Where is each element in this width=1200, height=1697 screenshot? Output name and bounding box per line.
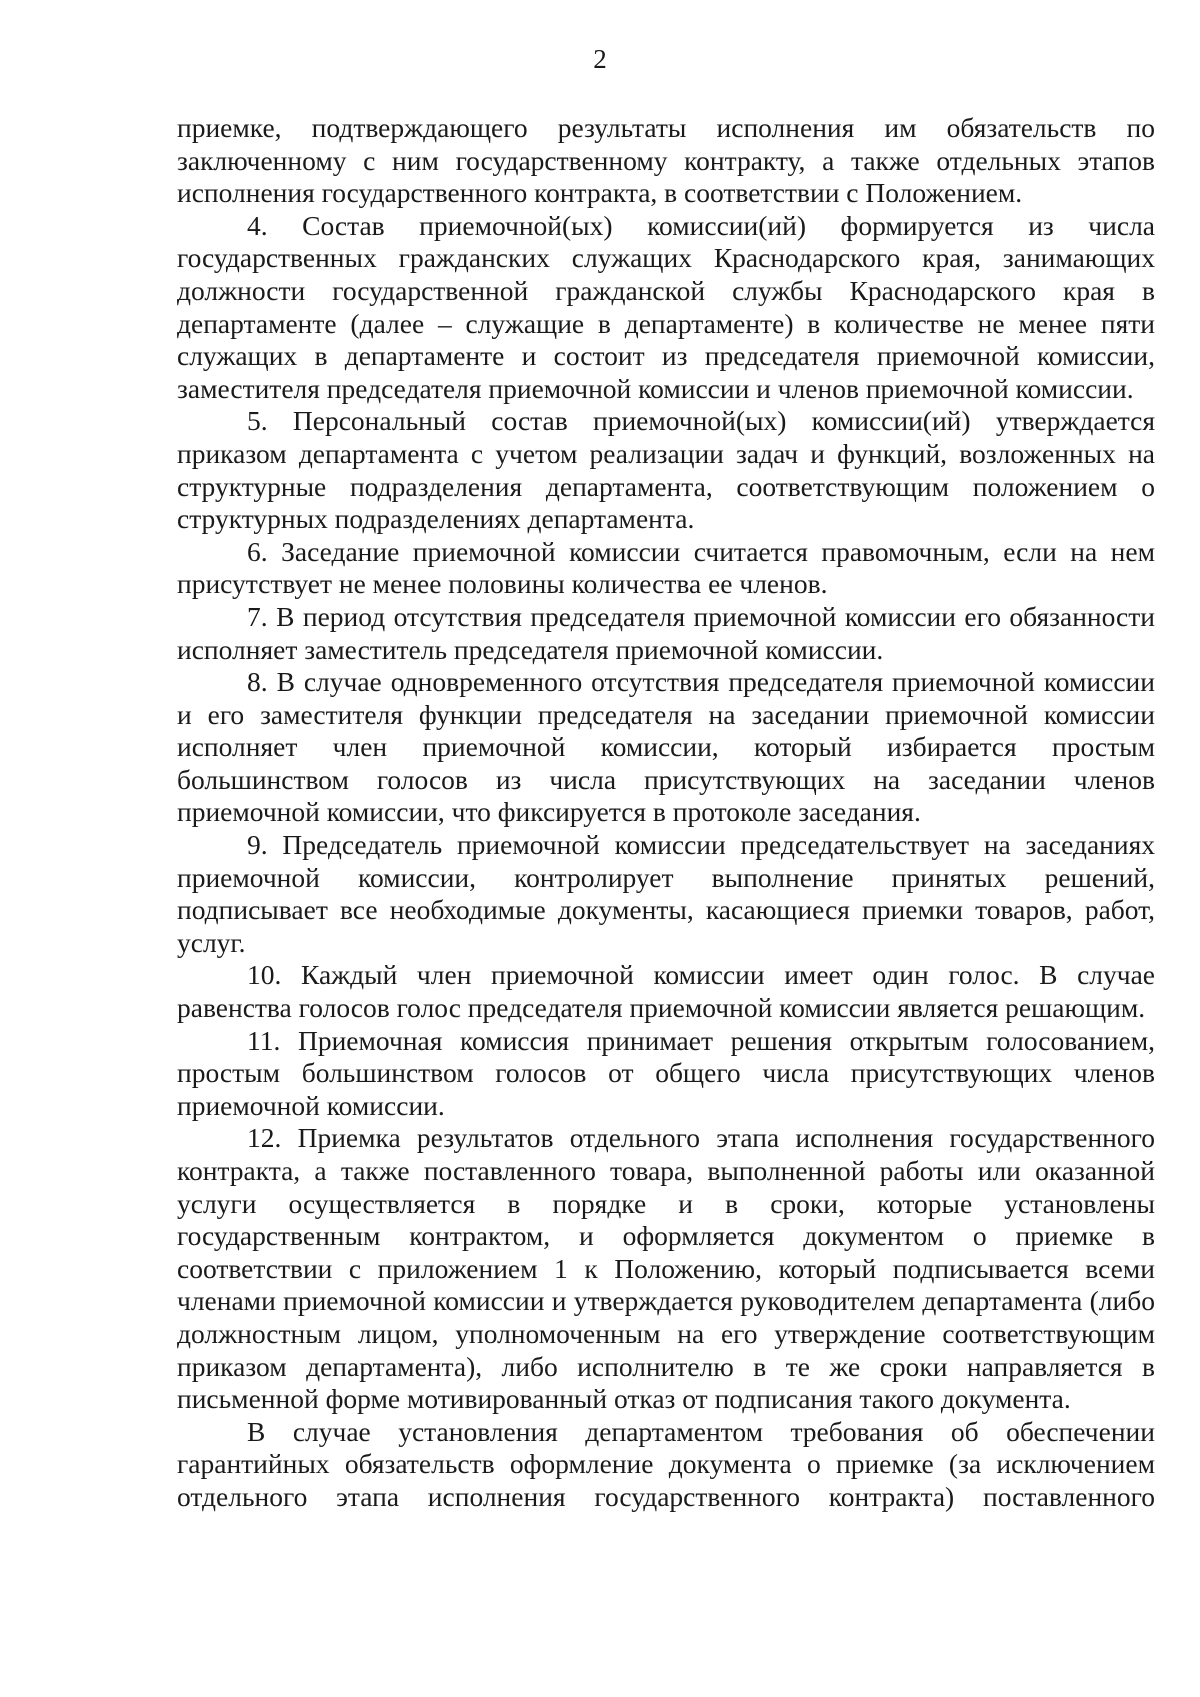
paragraph-item-9: 9. Председатель приемочной комиссии председательствует на заседаниях приемочной комиссии, контролирует выполнение принятых решений, подписывает все необходимые документы, касающиеся приемки товаров, работ, услуг. <box>177 829 1155 958</box>
paragraph-item-6: 6. Заседание приемочной комиссии считается правомочным, если на нем присутствует не менее половины количества ее членов. <box>177 535 1155 600</box>
paragraph-item-11: 11. Приемочная комиссия принимает решения открытым голосованием, простым большинством голосов от общего числа присутствующих членов приемочной комиссии. <box>177 1024 1155 1121</box>
paragraph-item-4: 4. Состав приемочной(ых) комиссии(ий) формируется из числа государственных гражданских служащих Краснодарского края, занимающих должности государственной гражданской службы Краснодарского края в департаменте (далее – служащие в департаменте) в количестве не менее пяти служащих в департаменте и состоит из председателя приемочной комиссии, заместителя председателя приемочной комиссии и членов приемочной комиссии. <box>177 209 1155 404</box>
page-number: 2 <box>593 44 607 74</box>
paragraph-continuation: приемке, подтверждающего результаты исполнения им обязательств по заключенному с ним государственному контракту, а также отдельных этапов исполнения государственного контракта, в соответствии с Положением. <box>177 112 1155 209</box>
paragraph-item-10: 10. Каждый член приемочной комиссии имеет один голос. В случае равенства голосов голос председателя приемочной комиссии является решающим. <box>177 959 1155 1024</box>
paragraph-item-5: 5. Персональный состав приемочной(ых) комиссии(ий) утверждается приказом департамента с учетом реализации задач и функций, возложенных на структурные подразделения департамента, соответствующим положением о структурных подразделениях департамента. <box>177 405 1155 535</box>
paragraph-item-12: 12. Приемка результатов отдельного этапа исполнения государственного контракта, а также поставленного товара, выполненной работы или оказанной услуги осуществляется в порядке и в сроки, которые установлены государственным контрактом, и оформляется документом о приемке в соответствии с приложением 1 к Положению, который подписывается всеми членами приемочной комиссии и утверждается руководителем департамента (либо должностным лицом, уполномоченным на его утверждение соответствующим приказом департамента), либо исполнителю в те же сроки направляется в письменной форме мотивированный отказ от подписания такого документа. <box>177 1122 1155 1415</box>
paragraph-item-8: 8. В случае одновременного отсутствия председателя приемочной комиссии и его заместителя функции председателя на заседании приемочной комиссии исполняет член приемочной комиссии, который избирается простым большинством голосов из числа присутствующих на заседании членов приемочной комиссии, что фиксируется в протоколе заседания. <box>177 666 1155 828</box>
document-body <box>177 112 1155 1514</box>
paragraph-item-7: 7. В период отсутствия председателя приемочной комиссии его обязанности исполняет заместитель председателя приемочной комиссии. <box>177 600 1155 665</box>
paragraph-guarantee-obligations: В случае установления департаментом требования об обеспечении гарантийных обязательств оформление документа о приемке (за исключением отдельного этапа исполнения государственного контракта) поставленного <box>177 1415 1155 1512</box>
